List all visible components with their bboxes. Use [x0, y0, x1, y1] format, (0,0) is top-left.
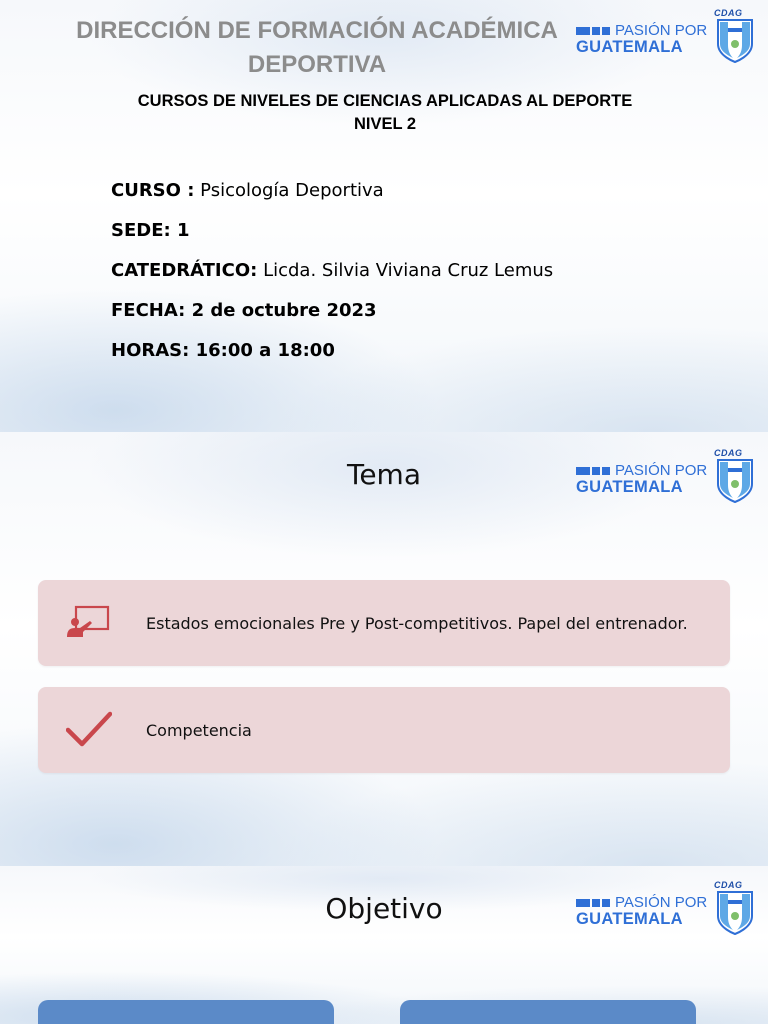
- slide-objetivo: [0, 866, 768, 1024]
- department-title-line2: DEPORTIVA: [247, 51, 387, 78]
- slide-tema: [0, 432, 768, 866]
- checkmark-icon: [66, 710, 112, 750]
- course-level-heading: [60, 90, 710, 136]
- catedratico-value: Licda. Silvia Viviana Cruz Lemus: [263, 260, 554, 281]
- objetivo-box-right: [400, 1000, 696, 1024]
- department-title: [62, 14, 572, 82]
- tema-competencia-text: Competencia: [146, 720, 252, 740]
- catedratico-label: CATEDRÁTICO:: [111, 260, 258, 281]
- horas-label: HORAS: 16:00 a 18:00: [111, 340, 335, 361]
- objetivo-box-left: [38, 1000, 334, 1024]
- info-fecha: [111, 300, 377, 321]
- pasion-por-guatemala-logo: PASIÓN POR GUATEMALA CDAG: [576, 452, 756, 514]
- info-catedratico: [111, 260, 553, 281]
- department-title-line1: DIRECCIÓN DE FORMACIÓN ACADÉMICA: [76, 17, 558, 44]
- tema-topic-text: Estados emocionales Pre y Post-competitivos. Papel del entrenador.: [146, 613, 688, 633]
- course-level-line1: CURSOS DE NIVELES DE CIENCIAS APLICADAS AL DEPORTE: [137, 92, 633, 110]
- objetivo-heading: Objetivo: [325, 892, 443, 925]
- pasion-por-guatemala-logo: PASIÓN POR GUATEMALA CDAG: [576, 12, 756, 74]
- tema-card-topic: [38, 580, 730, 666]
- curso-value: Psicología Deportiva: [200, 180, 384, 201]
- info-horas: [111, 340, 335, 361]
- cdag-shield-icon: [716, 458, 754, 504]
- curso-label: CURSO :: [111, 180, 195, 201]
- info-sede: [111, 220, 190, 241]
- info-curso: [111, 180, 384, 201]
- cdag-shield-icon: [716, 890, 754, 936]
- tema-card-competencia: [38, 687, 730, 773]
- sede-label: SEDE: 1: [111, 220, 190, 241]
- teacher-board-icon: [66, 603, 112, 643]
- slide-course-info: [0, 0, 768, 432]
- cdag-shield-icon: [716, 18, 754, 64]
- tema-heading: Tema: [346, 458, 421, 491]
- fecha-label: FECHA: 2 de octubre 2023: [111, 300, 377, 321]
- pasion-por-guatemala-logo: PASIÓN POR GUATEMALA CDAG: [576, 884, 756, 946]
- course-level-line2: NIVEL 2: [353, 115, 417, 133]
